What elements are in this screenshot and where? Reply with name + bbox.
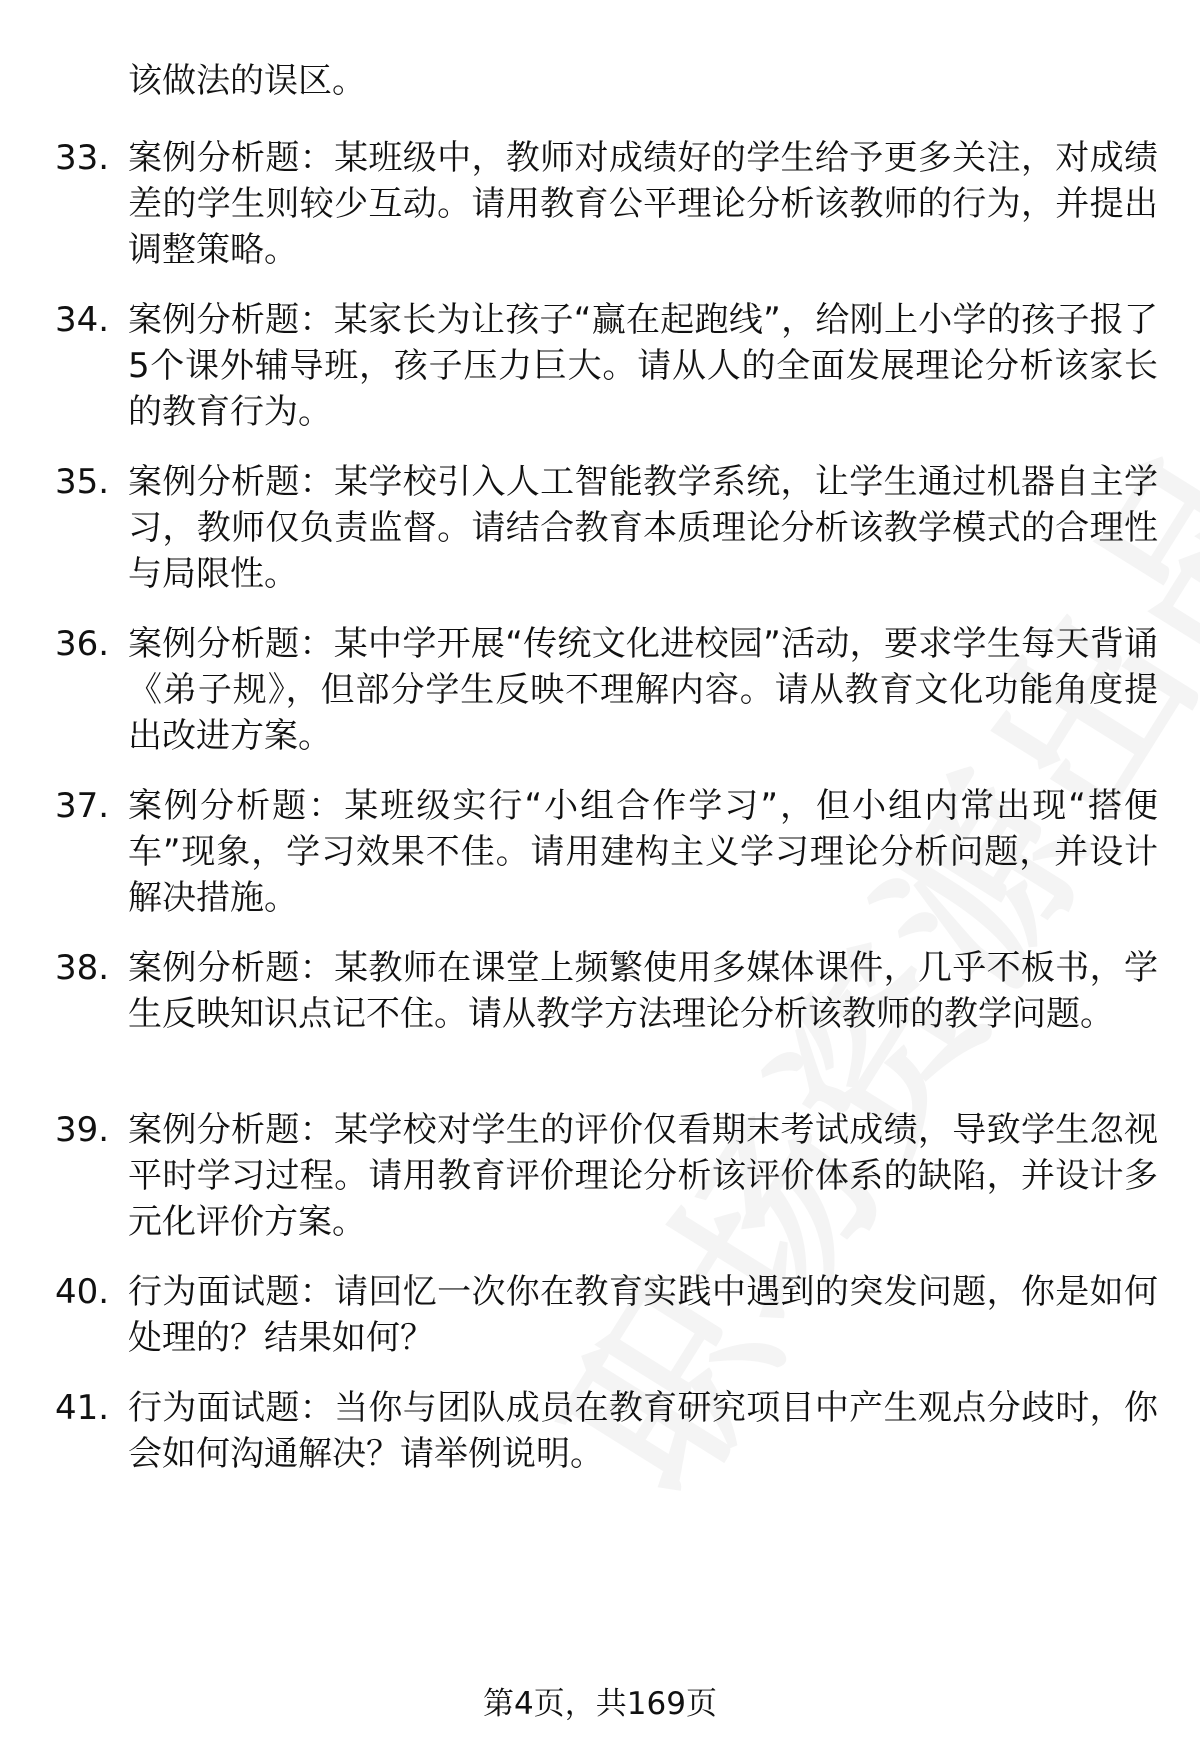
question-item bbox=[0, 621, 1200, 761]
question-text: 案例分析题：某学校对学生的评价仅看期末考试成绩，导致学生忽视平时学习过程。请用教育评价理论分析该评价体系的缺陷，并设计多元化评价方案。 bbox=[128, 1110, 1158, 1242]
question-text: 行为面试题：请回忆一次你在教育实践中遇到的突发问题，你是如何处理的？结果如何？ bbox=[128, 1272, 1158, 1358]
question-number: 36. bbox=[55, 624, 110, 664]
question-text: 案例分析题：某教师在课堂上频繁使用多媒体课件，几乎不板书，学生反映知识点记不住。请从教学方法理论分析该教师的教学问题。 bbox=[128, 948, 1158, 1034]
question-text: 案例分析题：某家长为让孩子“赢在起跑线”，给刚上小学的孩子报了5个课外辅导班，孩子压力巨大。请从人的全面发展理论分析该家长的教育行为。 bbox=[128, 300, 1158, 432]
question-item bbox=[0, 135, 1200, 275]
question-text: 案例分析题：某班级实行“小组合作学习”，但小组内常出现“搭便车”现象，学习效果不佳。请用建构主义学习理论分析问题，并设计解决措施。 bbox=[128, 786, 1158, 918]
question-text: 案例分析题：某学校引入人工智能教学系统，让学生通过机器自主学习，教师仅负责监督。请结合教育本质理论分析该教学模式的合理性与局限性。 bbox=[128, 462, 1158, 594]
question-number: 41. bbox=[55, 1388, 110, 1428]
question-item bbox=[0, 945, 1200, 1085]
question-text: 案例分析题：某中学开展“传统文化进校园”活动，要求学生每天背诵《弟子规》，但部分学生反映不理解内容。请从教育文化功能角度提出改进方案。 bbox=[128, 624, 1158, 756]
question-number: 38. bbox=[55, 948, 110, 988]
question-number: 35. bbox=[55, 462, 110, 502]
question-item bbox=[0, 459, 1200, 599]
question-number: 39. bbox=[55, 1110, 110, 1150]
question-text: 行为面试题：当你与团队成员在教育研究项目中产生观点分歧时，你会如何沟通解决？请举例说明。 bbox=[128, 1388, 1158, 1474]
question-number: 40. bbox=[55, 1272, 110, 1312]
question-number: 33. bbox=[55, 138, 110, 178]
question-item bbox=[0, 783, 1200, 923]
carry-over-text: 该做法的误区。 bbox=[128, 61, 366, 101]
question-item bbox=[0, 1107, 1200, 1247]
question-item bbox=[0, 297, 1200, 437]
page-footer: 第4页，共169页 bbox=[483, 1686, 717, 1722]
question-text: 案例分析题：某班级中，教师对成绩好的学生给予更多关注，对成绩差的学生则较少互动。请用教育公平理论分析该教师的行为，并提出调整策略。 bbox=[128, 138, 1158, 270]
question-number: 34. bbox=[55, 300, 110, 340]
question-item bbox=[0, 1385, 1200, 1525]
question-number: 37. bbox=[55, 786, 110, 826]
